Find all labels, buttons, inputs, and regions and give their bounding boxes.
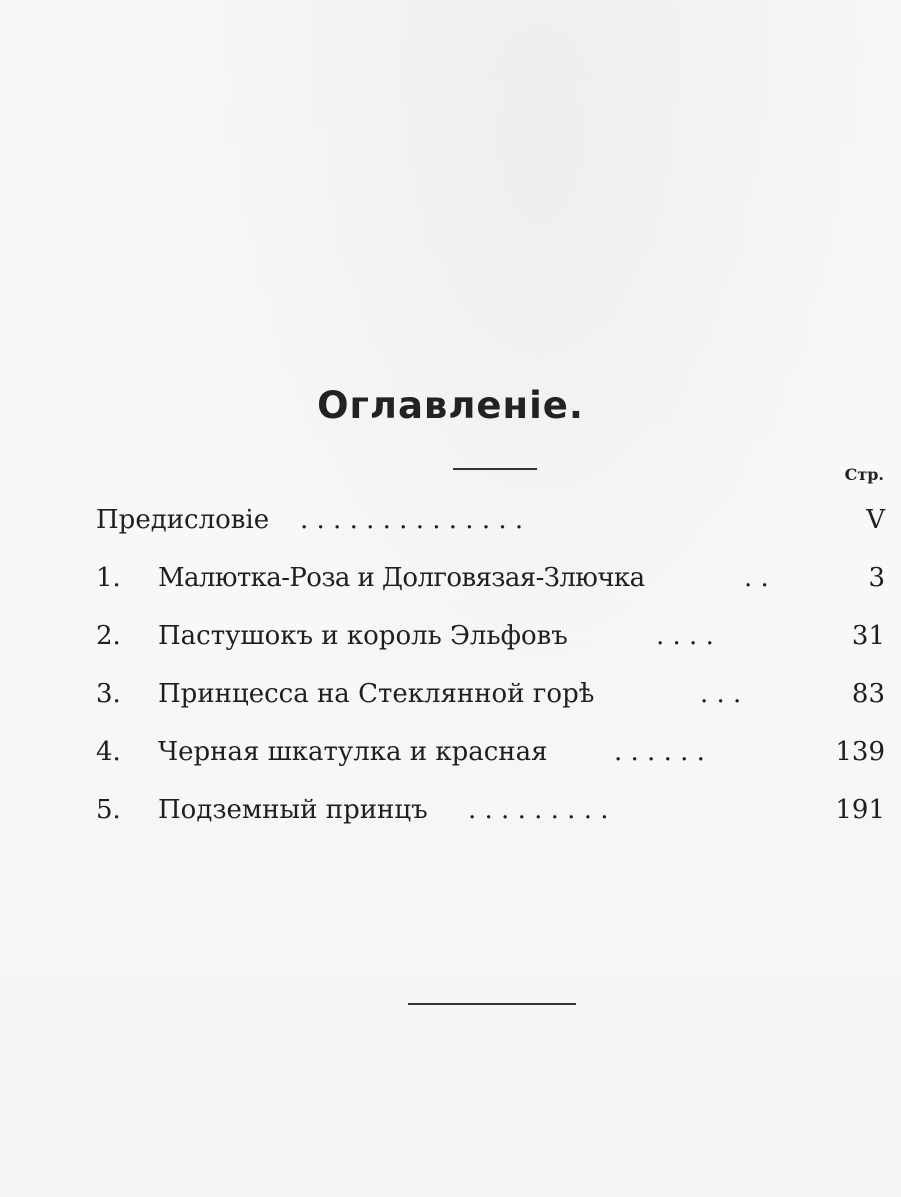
toc-entry-title: Малютка-Роза и Долговязая-Злючка <box>158 563 645 593</box>
toc-entry-title: Предисловіе <box>96 505 270 535</box>
toc-entry-number: 3. <box>96 679 121 709</box>
toc-entry-title: Подземный принцъ <box>158 795 428 825</box>
toc-entry-4[interactable] <box>0 732 901 772</box>
page-title: Оглавленіе. <box>317 384 584 427</box>
toc-entry-number: 5. <box>96 795 121 825</box>
toc-leader-dots: . . . . . . . . . . . . . . <box>300 505 524 535</box>
toc-entry-title: Черная шкатулка и красная <box>158 737 548 767</box>
toc-entry-page: 83 <box>851 679 885 709</box>
toc-entry-title: Пастушокъ и король Эльфовъ <box>158 621 568 651</box>
toc-entry-page: V <box>866 505 885 535</box>
toc-leader-dots: . . . . . . . . . <box>468 795 609 825</box>
toc-entry-page: 191 <box>835 795 885 825</box>
toc-entry-number: 4. <box>96 737 121 767</box>
toc-entry-5[interactable] <box>0 790 901 830</box>
toc-entry-page: 139 <box>835 737 885 767</box>
end-rule <box>408 1003 576 1005</box>
toc-leader-dots: . . . . . . <box>614 737 705 767</box>
toc-entry-number: 1. <box>96 563 121 593</box>
toc-leader-dots: . . . <box>700 679 742 709</box>
toc-entry-title: Принцесса на Стеклянной горѣ <box>158 679 595 709</box>
toc-entry-number: 2. <box>96 621 121 651</box>
toc-leader-dots: . . . . <box>656 621 714 651</box>
toc-entry-preface[interactable] <box>0 500 901 540</box>
toc-entry-3[interactable] <box>0 674 901 714</box>
toc-leader-dots: . . <box>744 563 769 593</box>
toc-entry-page: 3 <box>868 563 885 593</box>
toc-entry-page: 31 <box>851 621 885 651</box>
toc-entry-2[interactable] <box>0 616 901 656</box>
toc-entry-1[interactable] <box>0 558 901 598</box>
page-column-label: Стр. <box>844 465 884 484</box>
